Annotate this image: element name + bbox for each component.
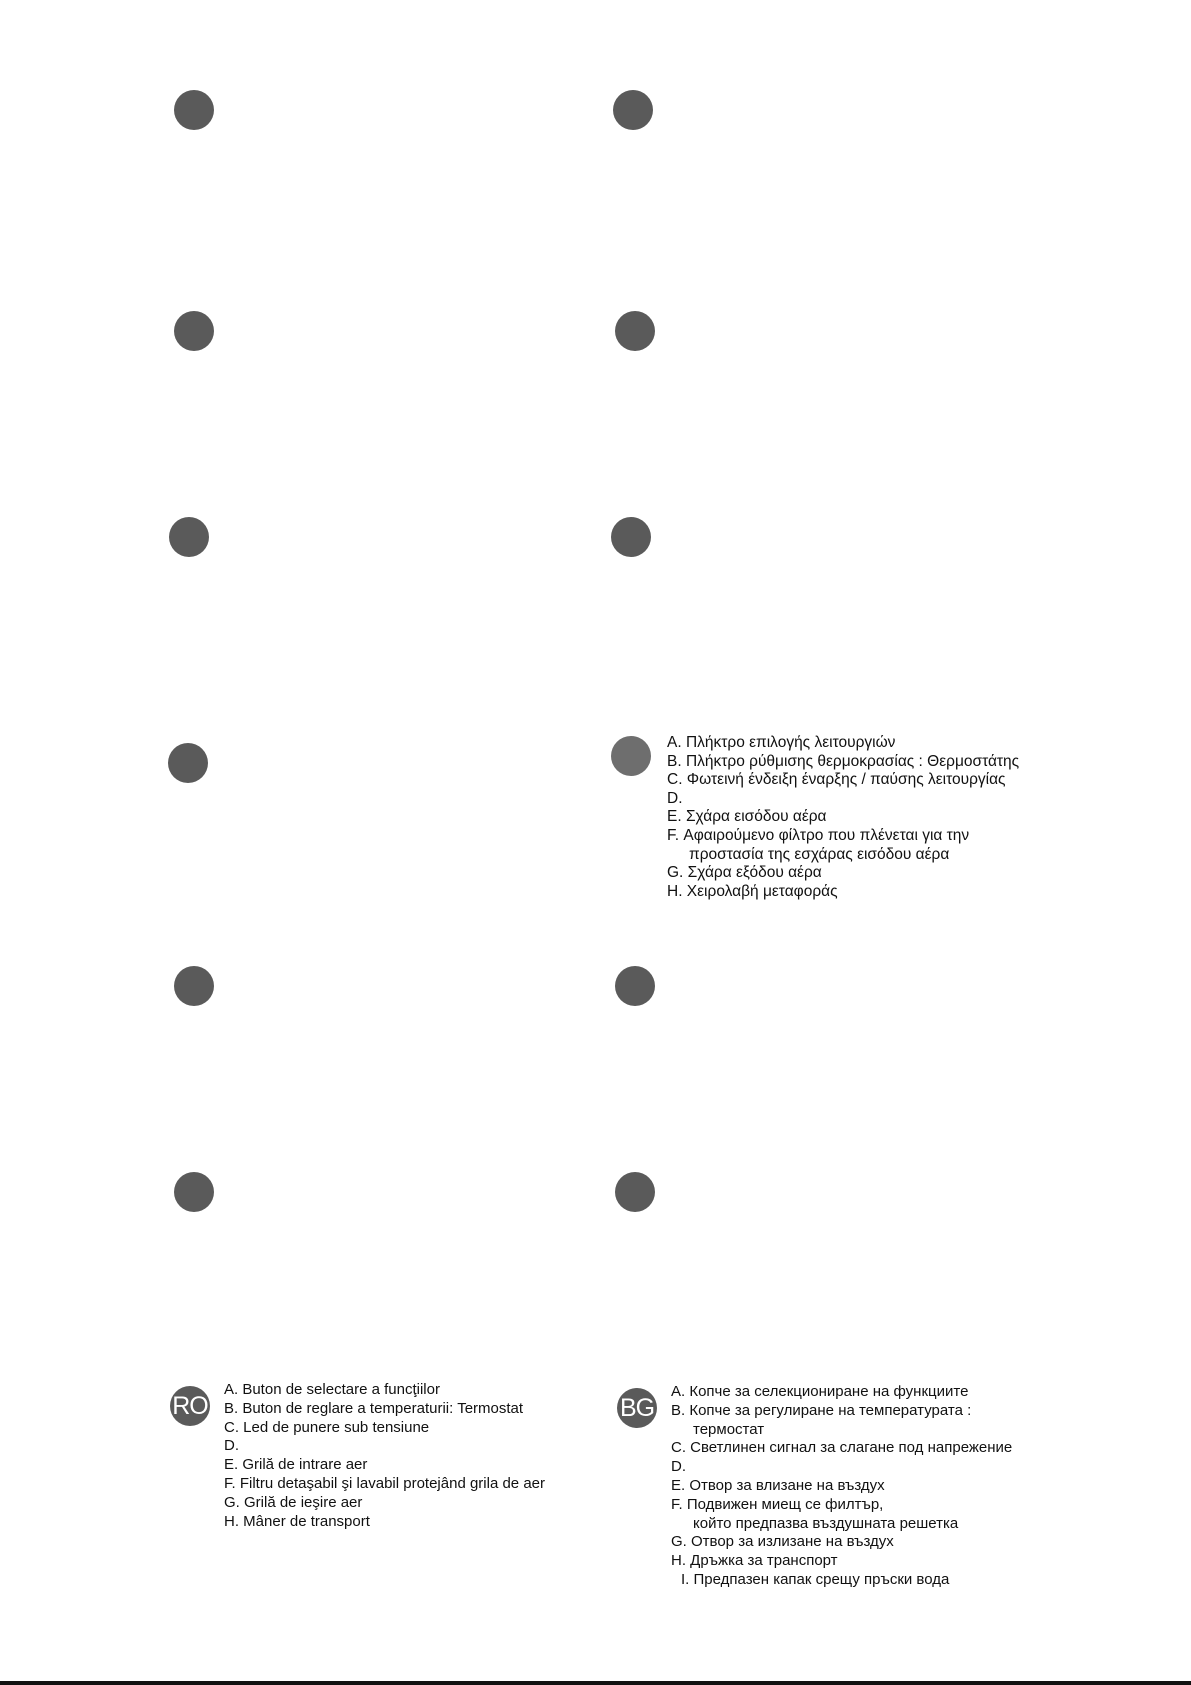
legend-item: F. Подвижен миещ се филтър, <box>671 1495 884 1513</box>
legend-item: E. Grilă de intrare aer <box>224 1456 368 1474</box>
legend-item-continuation: προστασία της εσχάρας εισόδου αέρα <box>689 845 950 863</box>
legend-item: C. Светлинен сигнал за слагане под напрежение <box>671 1439 1013 1457</box>
legend-item: A. Buton de selectare a funcţiilor <box>224 1381 440 1398</box>
legend-item: H. Χειρολαβή μεταφοράς <box>667 882 838 900</box>
legend-item: C. Φωτεινή ένδειξη έναρξης / παύσης λειτουργίας <box>667 771 1006 789</box>
romanian-parts-legend <box>224 1381 545 1531</box>
legend-item-continuation: термостат <box>693 1420 765 1438</box>
language-badge-left-2 <box>174 311 214 351</box>
legend-item: D. <box>224 1437 239 1455</box>
language-badge-left-5 <box>174 966 214 1006</box>
legend-item: G. Σχάρα εξόδου αέρα <box>667 864 822 882</box>
page-bottom-rule <box>0 1681 1191 1685</box>
legend-item: C. Led de punere sub tensiune <box>224 1418 430 1436</box>
legend-item: B. Πλήκτρο ρύθμισης θερμοκρασίας : Θερμοστάτης <box>667 752 1020 770</box>
legend-item: D. <box>671 1458 686 1476</box>
language-badge-right-2 <box>615 311 655 351</box>
language-badge-left-3 <box>169 517 209 557</box>
legend-item: H. Дръжка за транспорт <box>671 1552 838 1570</box>
legend-item: F. Filtru detaşabil şi lavabil protejând grila de aer <box>224 1474 545 1492</box>
legend-item: G. Grilă de ieşire aer <box>224 1493 363 1511</box>
legend-item: I. Предпазен капак срещу пръски вода <box>681 1570 950 1588</box>
legend-item: B. Копче за регулиране на температурата : <box>671 1401 972 1419</box>
language-badge-right-6 <box>615 1172 655 1212</box>
language-badge-right-3 <box>611 517 651 557</box>
legend-item: E. Отвор за влизане на въздух <box>671 1476 885 1494</box>
language-badge-right-1 <box>613 90 653 130</box>
language-badge-left-6 <box>174 1172 214 1212</box>
legend-item: A. Копче за селекциониране на функциите <box>671 1383 969 1400</box>
language-badge-right-5 <box>615 966 655 1006</box>
greek-parts-legend <box>667 734 1019 901</box>
bulgarian-parts-legend <box>671 1383 1012 1590</box>
bulgarian-language-badge: BG <box>617 1388 657 1428</box>
legend-item: D. <box>667 789 683 807</box>
legend-item-continuation: който предпазва въздушната решетка <box>693 1514 959 1532</box>
legend-item: F. Αφαιρούμενο φίλτρο που πλένεται για την <box>667 826 970 844</box>
legend-item: G. Отвор за излизане на въздух <box>671 1533 894 1551</box>
legend-item: B. Buton de reglare a temperaturii: Termostat <box>224 1399 524 1417</box>
legend-item: E. Σχάρα εισόδου αέρα <box>667 808 827 826</box>
greek-language-badge <box>611 736 651 776</box>
legend-item: A. Πλήκτρο επιλογής λειτουργιών <box>667 734 896 751</box>
language-badge-left-4 <box>168 743 208 783</box>
romanian-language-badge: RO <box>170 1386 210 1426</box>
legend-item: H. Mâner de transport <box>224 1512 370 1530</box>
language-badge-left-1 <box>174 90 214 130</box>
